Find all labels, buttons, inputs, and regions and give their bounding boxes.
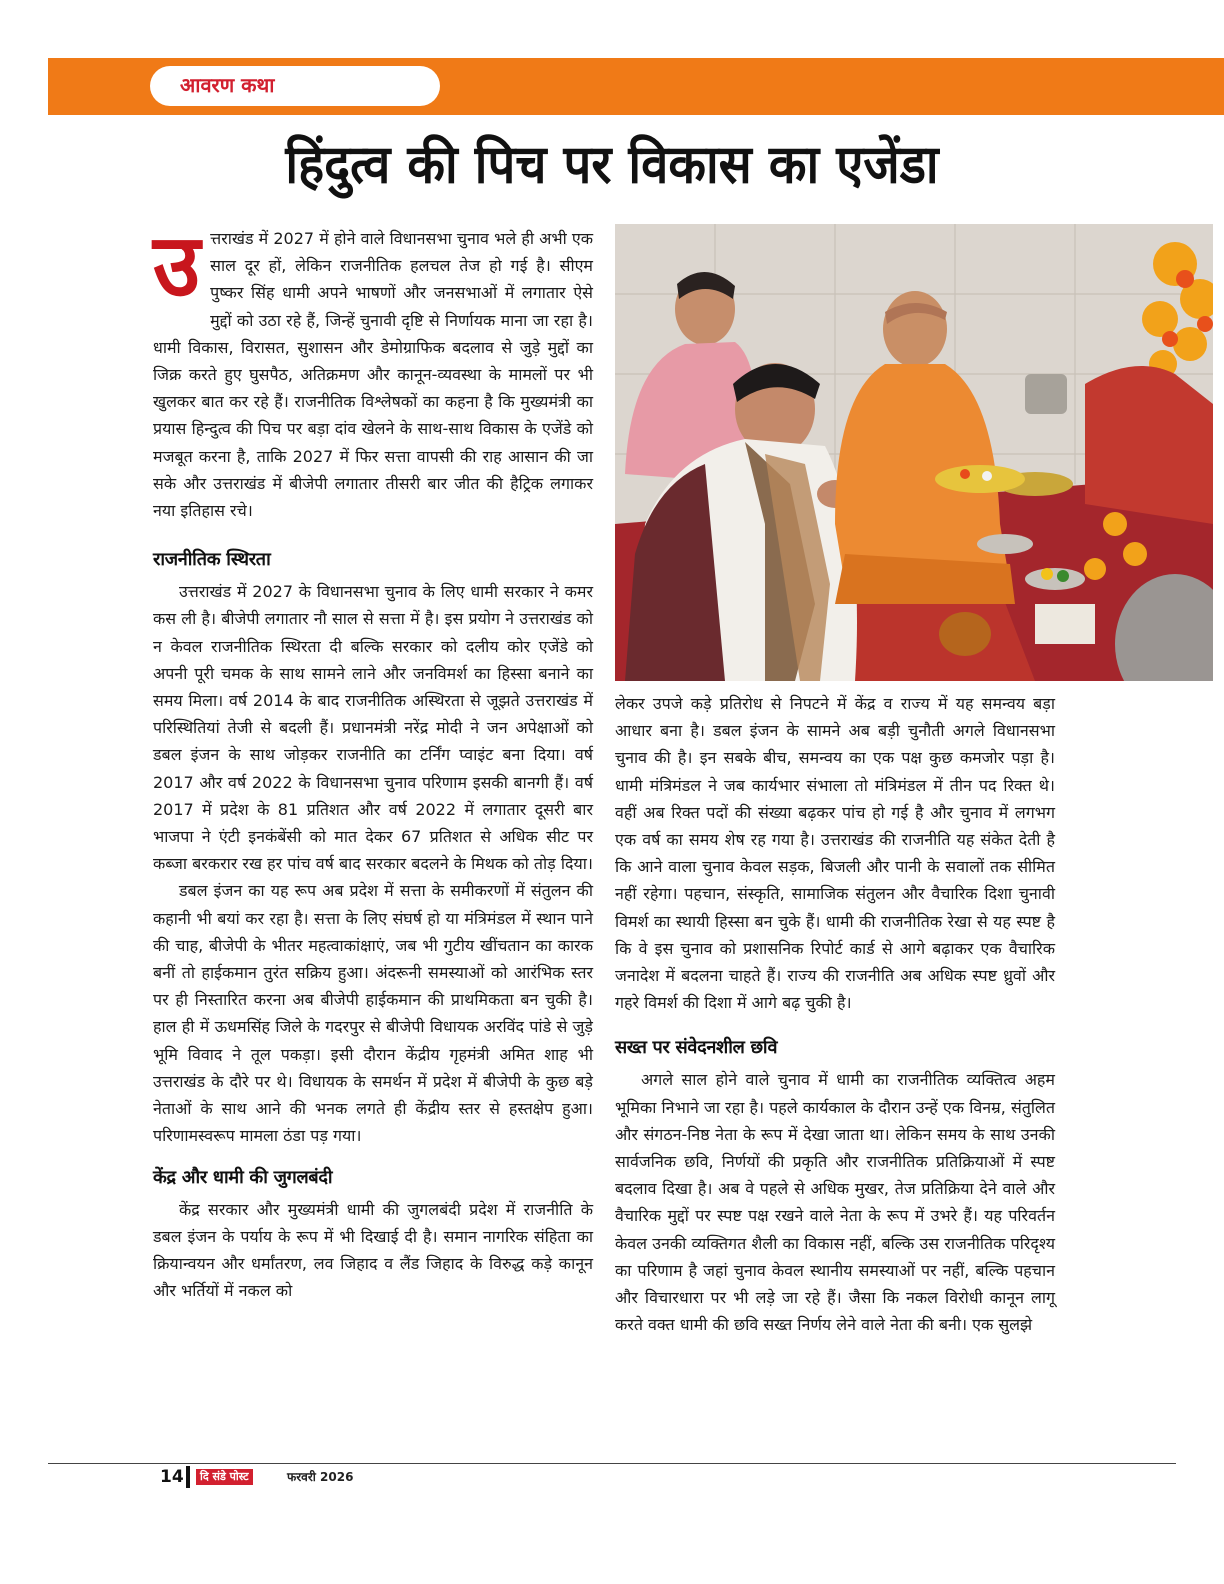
footer-divider xyxy=(186,1466,190,1488)
page-number: 14 xyxy=(160,1467,184,1487)
article-column-right xyxy=(615,690,1055,1338)
dropcap: उ xyxy=(153,215,201,316)
subhead-center-dhami: केंद्र और धामी की जुगलबंदी xyxy=(153,1166,333,1188)
issue-date: फरवरी 2026 xyxy=(287,1470,354,1484)
footer-rule xyxy=(48,1463,1176,1464)
article-column-left xyxy=(153,215,593,1304)
subhead-political-stability: राजनीतिक स्थिरता xyxy=(153,549,271,571)
magazine-name: दि संडे पोस्ट xyxy=(196,1469,253,1485)
article-photo xyxy=(615,224,1213,681)
subhead-strict-image: सख्त पर संवेदनशील छवि xyxy=(615,1037,778,1059)
paragraph: डबल इंजन का यह रूप अब प्रदेश में सत्ता के समीकरणों में संतुलन की कहानी भी बयां कर रहा है। सत्ता के लिए संघर्ष हो या मंत्रिमंडल में स्थान पाने की चाह, बीजेपी के भीतर महत्वाकांक्षाएं, जब भी गुटीय खींचतान का कारक बनीं तो हाईकमान तुरंत सक्रिय हुआ। अंदरूनी समस्याओं को आरंभिक स्तर पर ही निस्तारित करना अब बीजेपी हाईकमान की प्राथमिकता बन चुकी है। हाल ही में ऊधमसिंह जिले के गदरपुर से बीजेपी विधायक अरविंद पांडे से जुड़े भूमि विवाद ने तूल पकड़ा। इसी दौरान केंद्रीय गृहमंत्री अमित शाह भी उत्तराखंड के दौरे पर थे। विधायक के समर्थन में प्रदेश में बीजेपी के कुछ बड़े नेताओं के साथ आने की भनक लगते ही केंद्रीय स्तर से हस्तक्षेप हुआ। परिणामस्वरूप मामला ठंडा पड़ गया। xyxy=(153,881,593,1146)
paragraph: केंद्र सरकार और मुख्यमंत्री धामी की जुगलबंदी प्रदेश में राजनीति के डबल इंजन के पर्याय के रूप में भी दिखाई दी है। समान नागरिक संहिता का क्रियान्वयन और धर्मांतरण, लव जिहाद व लैंड जिहाद के विरुद्ध कड़े कानून और भर्तियों में नकल को xyxy=(153,1199,593,1301)
section-label: आवरण कथा xyxy=(180,73,275,97)
headline: हिंदुत्व की पिच पर विकास का एजेंडा xyxy=(285,133,939,196)
paragraph: उत्तराखंड में 2027 के विधानसभा चुनाव के लिए धामी सरकार ने कमर कस ली है। बीजेपी लगातार नौ साल से सत्ता में है। इस प्रयोग ने उत्तराखंड को न केवल राजनीतिक स्थिरता दी बल्कि सरकार को दलीय कोर एजेंडे को अपनी पूरी चमक के साथ सामने लाने और जनविमर्श का हिस्सा बनाने का समय मिला। वर्ष 2014 के बाद राजनीतिक अस्थिरता से जूझते उत्तराखंड में परिस्थितियां तेजी से बदली हैं। प्रधानमंत्री नरेंद्र मोदी ने जन अपेक्षाओं को डबल इंजन के साथ जोड़कर राजनीति का टर्निंग प्वाइंट बना दिया। वर्ष 2017 और वर्ष 2022 के विधानसभा चुनाव परिणाम इसकी बानगी हैं। वर्ष 2017 में प्रदेश के 81 प्रतिशत और वर्ष 2022 में लगातार दूसरी बार भाजपा ने एंटी इनकंबेंसी को मात देकर 67 प्रतिशत से अधिक सीट पर कब्जा बरकरार रख हर पांच वर्ष बाद सरकार बदलने के मिथक को तोड़ दिया। xyxy=(153,582,593,874)
paragraph: अगले साल होने वाले चुनाव में धामी का राजनीतिक व्यक्तित्व अहम भूमिका निभाने जा रहा है। पहले कार्यकाल के दौरान उन्हें एक विनम्र, संतुलित और संगठन-निष्ठ नेता के रूप में देखा जाता था। लेकिन समय के साथ उनकी सार्वजनिक छवि, निर्णयों की प्रकृति और राजनीतिक प्रतिक्रियाओं में स्पष्ट बदलाव दिखा है। अब वे पहले से अधिक मुखर, तेज प्रतिक्रिया देने वाले और वैचारिक मुद्दों पर स्पष्ट पक्ष रखने वाले नेता के रूप में उभरे हैं। यह परिवर्तन केवल उनकी व्यक्तिगत शैली का विकास नहीं, बल्कि उस राजनीतिक परिदृश्य का परिणाम है जहां चुनाव केवल स्थानीय समस्याओं पर नहीं, बल्कि पहचान और विचारधारा पर भी लड़े जा रहे हैं। जैसा कि नकल विरोधी कानून लागू करते वक्त धामी की छवि सख्त निर्णय लेने वाले नेता की बनी। एक सुलझे xyxy=(615,1070,1055,1335)
paragraph: लेकर उपजे कड़े प्रतिरोध से निपटने में केंद्र व राज्य में यह समन्वय बड़ा आधार बना है। डबल इंजन के सामने अब बड़ी चुनौती अगले विधानसभा चुनाव की है। इन सबके बीच, समन्वय का एक पक्ष कुछ कमजोर पड़ा है। धामी मंत्रिमंडल ने जब कार्यभार संभाला तो मंत्रिमंडल में तीन पद रिक्त थे। वहीं अब रिक्त पदों की संख्या बढ़कर पांच हो गई है और चुनाव में लगभग एक वर्ष का समय शेष रह गया है। उत्तराखंड की राजनीति यह संकेत देती है कि आने वाला चुनाव केवल सड़क, बिजली और पानी के सवालों तक सीमित नहीं रहेगा। पहचान, संस्कृति, सामाजिक संतुलन और वैचारिक दिशा चुनावी विमर्श का स्थायी हिस्सा बन चुके हैं। धामी की राजनीतिक रेखा से यह स्पष्ट है कि वे इस चुनाव को प्रशासनिक रिपोर्ट कार्ड से आगे बढ़ाकर एक वैचारिक जनादेश में बदलना चाहते हैं। राज्य की राजनीति अब अधिक स्पष्ट ध्रुवों और गहरे विमर्श की दिशा में आगे बढ़ चुकी है। xyxy=(615,694,1055,1013)
intro-paragraph: उत्तराखंड में 2027 में होने वाले विधानसभा चुनाव भले ही अभी एक साल दूर हों, लेकिन राजनीतिक हलचल तेज हो गई है। सीएम पुष्कर सिंह धामी अपने भाषणों और जनसभाओं में लगातार ऐसे मुद्दों को उठा रहे हैं, जिन्हें चुनावी दृष्टि से निर्णायक माना जा रहा है। धामी विकास, विरासत, सुशासन और डेमोग्राफिक बदलाव से जुड़े मुद्दों का जिक्र करते हुए घुसपैठ, अतिक्रमण और कानून-व्यवस्था के मामलों पर भी खुलकर बात कर रहे हैं। राजनीतिक विश्लेषकों का कहना है कि मुख्यमंत्री का प्रयास हिन्दुत्व की पिच पर बड़ा दांव खेलने के साथ-साथ विकास के एजेंडे को मजबूत करना है, ताकि 2027 में फिर सत्ता वापसी की राह आसान की जा सके और उत्तराखंड में बीजेपी लगातार तीसरी बार जीत की हैट्रिक लगाकर नया इतिहास रचे। xyxy=(153,215,593,521)
